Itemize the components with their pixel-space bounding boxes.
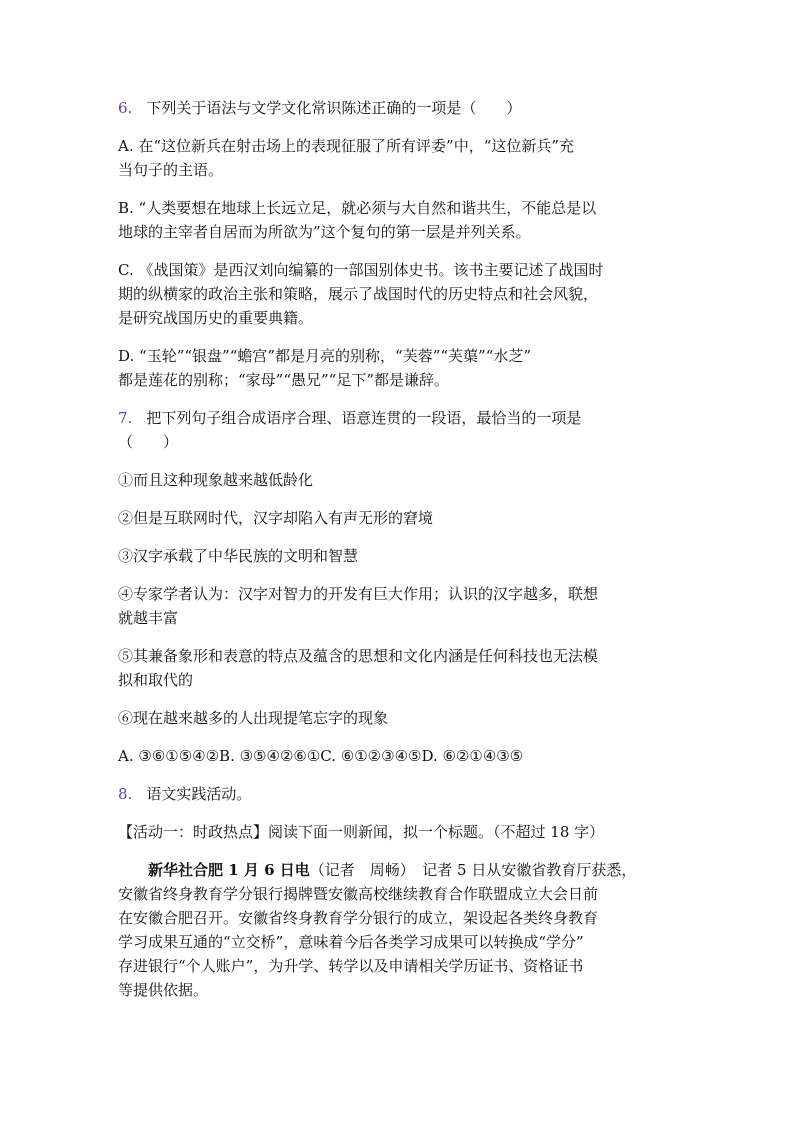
question-6-option-b bbox=[118, 196, 678, 244]
news-line: 等提供依据。 bbox=[118, 981, 209, 999]
activity-text: 【活动一：时政热点】阅读下面一则新闻，拟一个标题。（不超过 18 字） bbox=[118, 823, 605, 841]
question-7-options bbox=[118, 744, 678, 768]
sentence-5 bbox=[118, 644, 678, 692]
question-6-option-a bbox=[118, 134, 678, 182]
option-line: 地球的主宰者自居而为所欲为”这个复句的第一层是并列关系。 bbox=[118, 223, 531, 241]
sentence-1 bbox=[118, 468, 678, 492]
news-dateline: 新华社合肥 1 月 6 日电 bbox=[148, 861, 310, 879]
option-line: A. 在“这位新兵在射击场上的表现征服了所有评委”中，“这位新兵”充 bbox=[118, 137, 575, 155]
news-paragraph bbox=[118, 858, 678, 1002]
option-line: 当句子的主语。 bbox=[118, 161, 224, 179]
question-text: 语文实践活动。 bbox=[146, 785, 252, 803]
activity-heading bbox=[118, 820, 678, 844]
question-text: 把下列句子组合成语序合理、语意连贯的一段语，最恰当的一项是 bbox=[146, 409, 582, 427]
sentence-3 bbox=[118, 544, 678, 568]
news-line: 安徽省终身教育学分银行揭牌暨安徽高校继续教育合作联盟成立大会日前 bbox=[118, 885, 599, 903]
sentence-text: ③汉字承载了中华民族的文明和智慧 bbox=[118, 547, 359, 565]
question-number: 8. bbox=[118, 785, 133, 803]
news-reporter: （记者 周畅） bbox=[309, 861, 408, 879]
option-line: 期的纵横家的政治主张和策略，展示了战国时代的历史特点和社会风貌， bbox=[118, 285, 599, 303]
sentence-text: 拟和取代的 bbox=[118, 671, 194, 689]
question-text: （ ） bbox=[118, 433, 179, 451]
sentence-text: ②但是互联网时代，汉字却陷入有声无形的窘境 bbox=[118, 509, 434, 527]
question-8-stem bbox=[118, 782, 678, 806]
question-6-stem bbox=[118, 96, 678, 120]
sentence-text: ⑥现在越来越多的人出现提笔忘字的现象 bbox=[118, 709, 389, 727]
sentence-text: ⑤其兼备象形和表意的特点及蕴含的思想和文化内涵是任何科技也无法模 bbox=[118, 647, 599, 665]
sentence-text: ①而且这种现象越来越低龄化 bbox=[118, 471, 314, 489]
question-number: 7. bbox=[118, 409, 133, 427]
sentence-2 bbox=[118, 506, 678, 530]
option-line: C. 《战国策》是西汉刘向编纂的一部国别体史书。该书主要记述了战国时 bbox=[118, 261, 604, 279]
sentence-4 bbox=[118, 582, 678, 630]
option-line: 都是莲花的别称；“家母”“愚兄”“足下”都是谦辞。 bbox=[118, 371, 450, 389]
question-7-stem bbox=[118, 406, 678, 454]
sentence-text: ④专家学者认为：汉字对智力的开发有巨大作用；认识的汉字越多，联想 bbox=[118, 585, 599, 603]
question-6-option-c bbox=[118, 258, 678, 330]
news-line: 记者 5 日从安徽省教育厅获悉， bbox=[407, 861, 637, 879]
option-line: D. “玉轮”“银盘”“蟾宫”都是月亮的别称，“芙蓉”“芙蕖”“水芝” bbox=[118, 347, 532, 365]
option-line: B. “人类要想在地球上长远立足，就必须与大自然和谐共生，不能总是以 bbox=[118, 199, 597, 217]
news-line: 存进银行“个人账户”，为升学、转学以及申请相关学历证书、资格证书 bbox=[118, 957, 584, 975]
question-6-option-d bbox=[118, 344, 678, 392]
sentence-6 bbox=[118, 706, 678, 730]
sentence-text: 就越丰富 bbox=[118, 609, 179, 627]
news-line: 在安徽合肥召开。安徽省终身教育学分银行的成立，架设起各类终身教育 bbox=[118, 909, 599, 927]
question-text: 下列关于语法与文学文化常识陈述正确的一项是（ ） bbox=[146, 99, 522, 117]
document-page bbox=[118, 96, 678, 1016]
option-line: 是研究战国历史的重要典籍。 bbox=[118, 309, 314, 327]
news-line: 学习成果互通的“立交桥”，意味着今后各类学习成果可以转换成“学分” bbox=[118, 933, 584, 951]
options-line: A. ③⑥①⑤④②B. ③⑤④②⑥①C. ⑥①②③④⑤D. ⑥②①④③⑤ bbox=[118, 747, 524, 765]
question-number: 6. bbox=[118, 99, 133, 117]
